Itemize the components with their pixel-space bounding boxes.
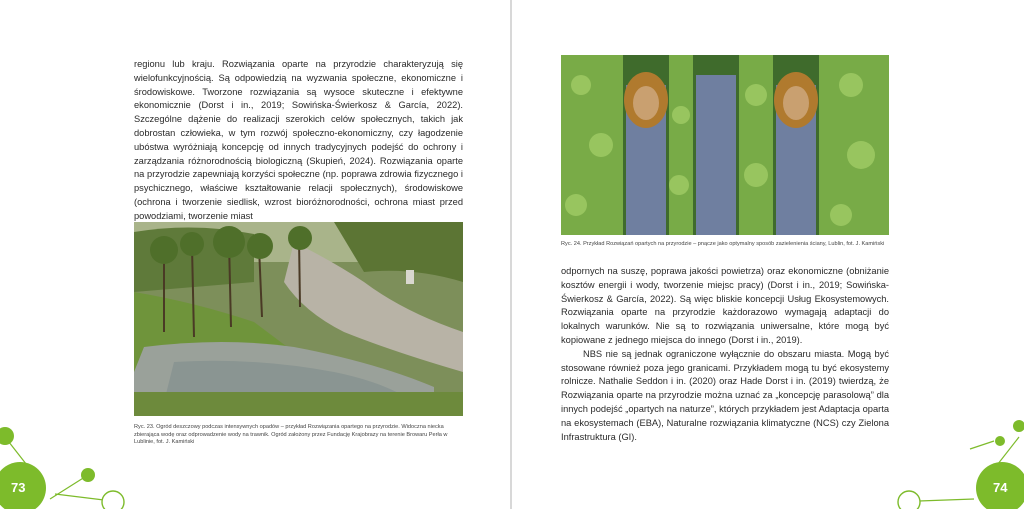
body-text bbox=[134, 58, 463, 224]
rain-garden-photo bbox=[134, 222, 463, 416]
body-text bbox=[561, 265, 889, 444]
page-number: 73 bbox=[11, 480, 26, 495]
figure-caption: Ryc. 23. Ogród deszczowy podczas intensywnych opadów – przykład Rozwiązania opartego na przyrodzie. Widoczna niecka zbierająca wodę oraz odprowadzenie wody na trawnik. Ogród założony przez Fundację Krajobrazy na terenie Browaru Perła w Lublinie, fot. J. Kamiński bbox=[134, 424, 448, 446]
page-number: 74 bbox=[993, 480, 1008, 495]
ivy-wall-photo bbox=[561, 55, 889, 235]
right-page bbox=[512, 0, 1024, 509]
left-page bbox=[0, 0, 511, 509]
paragraph: odpornych na suszę, poprawa jakości powietrza) oraz ekonomiczne (obniżanie kosztów energii i wody, tworzenie miejsc pracy) (Dorst i in., 2019; Sowińska-Świerkosz & García, 2022). Są więc bliskie koncepcji Usług Ekosystemowych. Rozwiązania oparte na przyrodzie każdorazowo wymagają adaptacji do lokalnych warunków. Nie są to rozwiązania uniwersalne, które mogą być kopiowane z jednego miejsca do innego (Dorst i in., 2019). bbox=[561, 266, 889, 345]
paragraph: regionu lub kraju. Rozwiązania oparte na przyrodzie charakteryzują się wielofunkcyjnością. Są odpowiedzią na wyzwania społeczne, ekonomiczne i środowiskowe. Tworzone rozwiązania są wysoce skuteczne i efektywne ekonomicznie (Dorst i in., 2019; Sowińska-Świerkosz & García, 2022). Szczególne dążenie do realizacji szerokich celów społecznych, takich jak dobrostan człowieka, w tym rozwój społeczno-ekonomiczny, czy łagodzenie ubóstwa wyróżniają koncepcję od innych tradycyjnych podejść do ochrony i zarządzania różnorodnością biologiczną (Skupień, 2024). Rozwiązania oparte na przyrodzie zapewniają korzyści społeczne (np. poprawa zdrowia fizycznego i psychicznego, właściwe kształtowanie relacji społecznych), środowiskowe (ochrona i tworzenie siedlisk, wzrost bioróżnorodności, ochrona miast przed powodziami, tworzenie miast bbox=[134, 59, 463, 221]
paragraph: NBS nie są jednak ograniczone wyłącznie do obszaru miasta. Mogą być stosowane również poza jego granicami. Przykładem mogą tu być ekosystemy rolnicze. Nathalie Seddon i in. (2020) oraz Hade Dorst i in. (2019) twierdzą, że Rozwiązania oparte na przyrodzie można uznać za „koncepcję parasolową” dla innych podejść „opartych na naturze”, których przykładem jest Adaptacja oparta na ekosystemach (EBA), Naturalne rozwiązania klimatyczne (NCS) czy Zielona Infrastruktura (GI). bbox=[561, 348, 889, 442]
figure-caption: Ryc. 24. Przykład Rozwiązań opartych na przyrodzie – pnącze jako optymalny sposób zazielenienia ściany, Lublin, fot. J. Kamiński bbox=[561, 241, 885, 247]
